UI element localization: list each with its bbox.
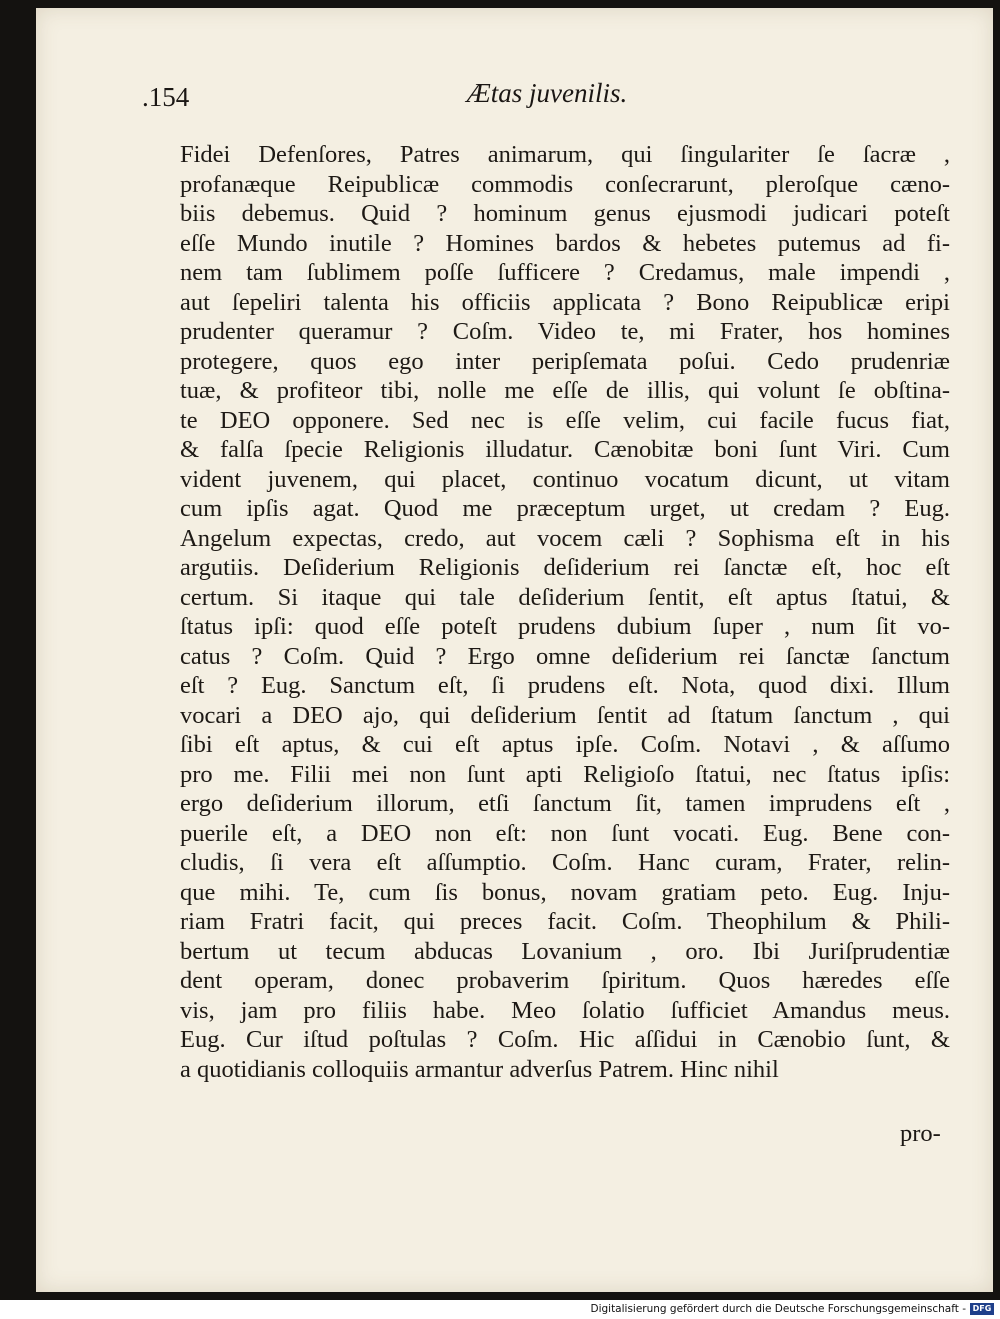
text-line: eſſe Mundo inutile ? Homines bardos & hebetes putemus ad fi- [180, 229, 950, 257]
text-line: & falſa ſpecie Religionis illudatur. Cænobitæ boni ſunt Viri. Cum [180, 436, 950, 463]
body-text [180, 140, 950, 1084]
text-line: protegere, quos ego inter peripſemata poſui. Cedo prudenriæ [180, 347, 950, 375]
text-line: Angelum expectas, credo, aut vocem cæli ? Sophisma eſt in his [180, 524, 950, 552]
text-line: riam Fratri facit, qui preces facit. Coſm. Theophilum & Phili- [180, 908, 950, 935]
text-line: a quotidianis colloquiis armantur adverſus Patrem. Hinc nihil [180, 1055, 779, 1083]
page-number: .154 [142, 82, 190, 112]
text-line: ſtatus ipſi: quod eſſe poteſt prudens dubium ſuper , num ſit vo- [180, 613, 950, 640]
text-line: bertum ut tecum abducas Lovanium , oro. Ibi Juriſprudentiæ [180, 937, 950, 965]
text-line: Eug. Cur iſtud poſtulas ? Coſm. Hic aſſidui in Cænobio ſunt, & [180, 1026, 950, 1053]
text-line: cludis, ſi vera eſt aſſumptio. Coſm. Hanc curam, Frater, relin- [180, 849, 950, 876]
text-line: vocari a DEO ajo, qui deſiderium ſentit ad ſtatum ſanctum , qui [180, 701, 950, 729]
page-header [142, 76, 952, 116]
text-line: cum ipſis agat. Quod me præceptum urget, ut credam ? Eug. [180, 495, 950, 522]
catchword: pro- [900, 1120, 941, 1147]
text-line: puerile eſt, a DEO non eſt: non ſunt vocati. Eug. Bene con- [180, 819, 950, 847]
text-line: dent operam, donec probaverim ſpiritum. Quos hæredes eſſe [180, 967, 950, 994]
text-line: ergo deſiderium illorum, etſi ſanctum ſit, tamen imprudens eſt , [180, 790, 950, 817]
text-line: certum. Si itaque qui tale deſiderium ſentit, eſt aptus ſtatui, & [180, 583, 950, 611]
text-line: aut ſepeliri talenta his officiis applicata ? Bono Reipublicæ eripi [180, 288, 950, 316]
dfg-logo-icon: DFG [970, 1303, 994, 1315]
text-line: pro me. Filii mei non ſunt apti Religioſo ſtatui, nec ſtatus ipſis: [180, 760, 950, 788]
text-line: vident juvenem, qui placet, continuo vocatum dicunt, ut vitam [180, 465, 950, 493]
running-title: Ætas juvenilis. [466, 78, 628, 108]
text-line: catus ? Coſm. Quid ? Ergo omne deſiderium rei ſanctæ ſanctum [180, 642, 950, 670]
text-line: prudenter queramur ? Coſm. Video te, mi Frater, hos homines [180, 318, 950, 345]
text-line: eſt ? Eug. Sanctum eſt, ſi prudens eſt. Nota, quod dixi. Illum [180, 672, 950, 699]
footer [590, 1302, 994, 1316]
text-line: argutiis. Deſiderium Religionis deſiderium rei ſanctæ eſt, hoc eſt [180, 554, 950, 581]
text-line: te DEO opponere. Sed nec is eſſe velim, cui facile fucus fiat, [180, 406, 950, 434]
text-line: Fidei Defenſores, Patres animarum, qui ſingulariter ſe ſacræ , [180, 141, 950, 168]
funding-credit: Digitalisierung gefördert durch die Deutsche Forschungsgemeinschaft - [590, 1303, 966, 1315]
text-line: biis debemus. Quid ? hominum genus ejusmodi judicari poteſt [180, 200, 950, 227]
text-line: profanæque Reipublicæ commodis conſecrarunt, pleroſque cæno- [180, 170, 950, 198]
text-line: ſibi eſt aptus, & cui eſt aptus ipſe. Coſm. Notavi , & aſſumo [180, 731, 950, 758]
text-line: tuæ, & profiteor tibi, nolle me eſſe de illis, qui volunt ſe obſtina- [180, 377, 950, 404]
text-line: vis, jam pro filiis habe. Meo ſolatio ſufficiet Amandus meus. [180, 996, 950, 1024]
text-line: que mihi. Te, cum ſis bonus, novam gratiam peto. Eug. Inju- [180, 878, 950, 906]
text-line: nem tam ſublimem poſſe ſufficere ? Credamus, male impendi , [180, 259, 950, 286]
